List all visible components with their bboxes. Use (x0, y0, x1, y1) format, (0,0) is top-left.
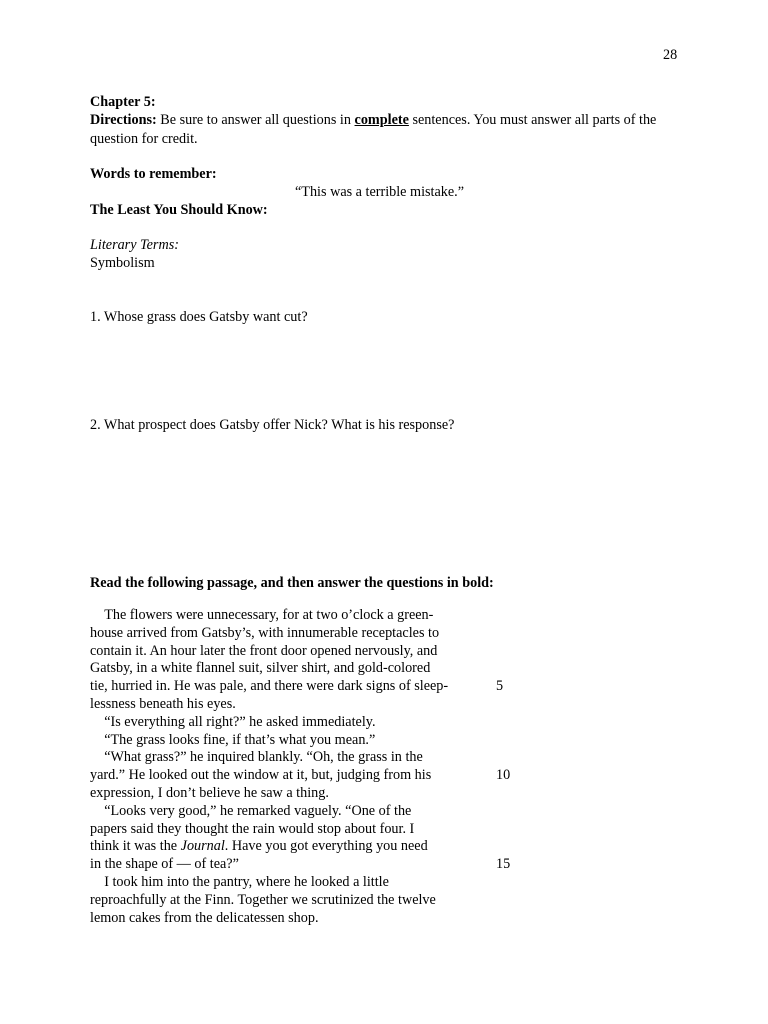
quote: “This was a terrible mistake.” (295, 184, 465, 200)
line-number-5: 5 (496, 678, 504, 695)
literary-terms-label: Literary Terms: (90, 237, 179, 253)
question-2: 2. What prospect does Gatsby offer Nick? What is his response? (90, 417, 455, 433)
passage-line (90, 837, 428, 855)
passage-line: The flowers were unnecessary, for at two o’clock a green- (90, 607, 434, 623)
passage-line: tie, hurried in. He was pale, and there were dark signs of sleep- (90, 678, 449, 695)
passage-line: “Looks very good,” he remarked vaguely. “One of the (90, 802, 412, 819)
passage-line: “The grass looks fine, if that’s what you mean.” (90, 731, 376, 748)
page-number: 28 (663, 47, 678, 63)
directions-emphasis: complete (354, 112, 409, 128)
question-1: 1. Whose grass does Gatsby want cut? (90, 309, 308, 325)
words-heading: Words to remember: (90, 166, 217, 182)
passage-line-end: . Have you got everything you need (224, 838, 428, 855)
passage-line: I took him into the pantry, where he looked a little (90, 874, 389, 890)
passage-line: in the shape of — of tea?” (90, 856, 239, 873)
passage-line: expression, I don’t believe he saw a thing. (90, 785, 329, 801)
directions (90, 111, 690, 149)
chapter-title: Chapter 5: (90, 94, 156, 110)
passage-line: contain it. An hour later the front door opened nervously, and (90, 642, 438, 659)
passage-line: papers said they thought the rain would stop about four. I (90, 820, 415, 837)
passage-line: lessness beneath his eyes. (90, 696, 236, 712)
passage-line: lemon cakes from the delicatessen shop. (90, 909, 319, 926)
passage-line-start: think it was the (90, 838, 181, 855)
passage-line: yard.” He looked out the window at it, but, judging from his (90, 767, 432, 784)
passage-italic-title: Journal (180, 838, 225, 855)
passage-line: Gatsby, in a white flannel suit, silver shirt, and gold-colored (90, 660, 431, 677)
line-number-10: 10 (496, 767, 511, 784)
directions-text-before: Be sure to answer all questions in (156, 112, 355, 128)
directions-label: Directions: (90, 112, 157, 128)
passage-heading: Read the following passage, and then answer the questions in bold: (90, 575, 494, 591)
literary-term: Symbolism (90, 255, 155, 271)
passage-line: “What grass?” he inquired blankly. “Oh, the grass in the (90, 749, 423, 766)
passage-line: reproachfully at the Finn. Together we scrutinized the twelve (90, 891, 436, 908)
directions-text-after: sentences. You must answer all parts of the question for credit. (90, 112, 657, 147)
line-number-15: 15 (496, 856, 511, 873)
passage-line: house arrived from Gatsby’s, with innumerable receptacles to (90, 624, 440, 641)
least-heading: The Least You Should Know: (90, 202, 268, 218)
passage-line: “Is everything all right?” he asked immediately. (90, 713, 376, 730)
